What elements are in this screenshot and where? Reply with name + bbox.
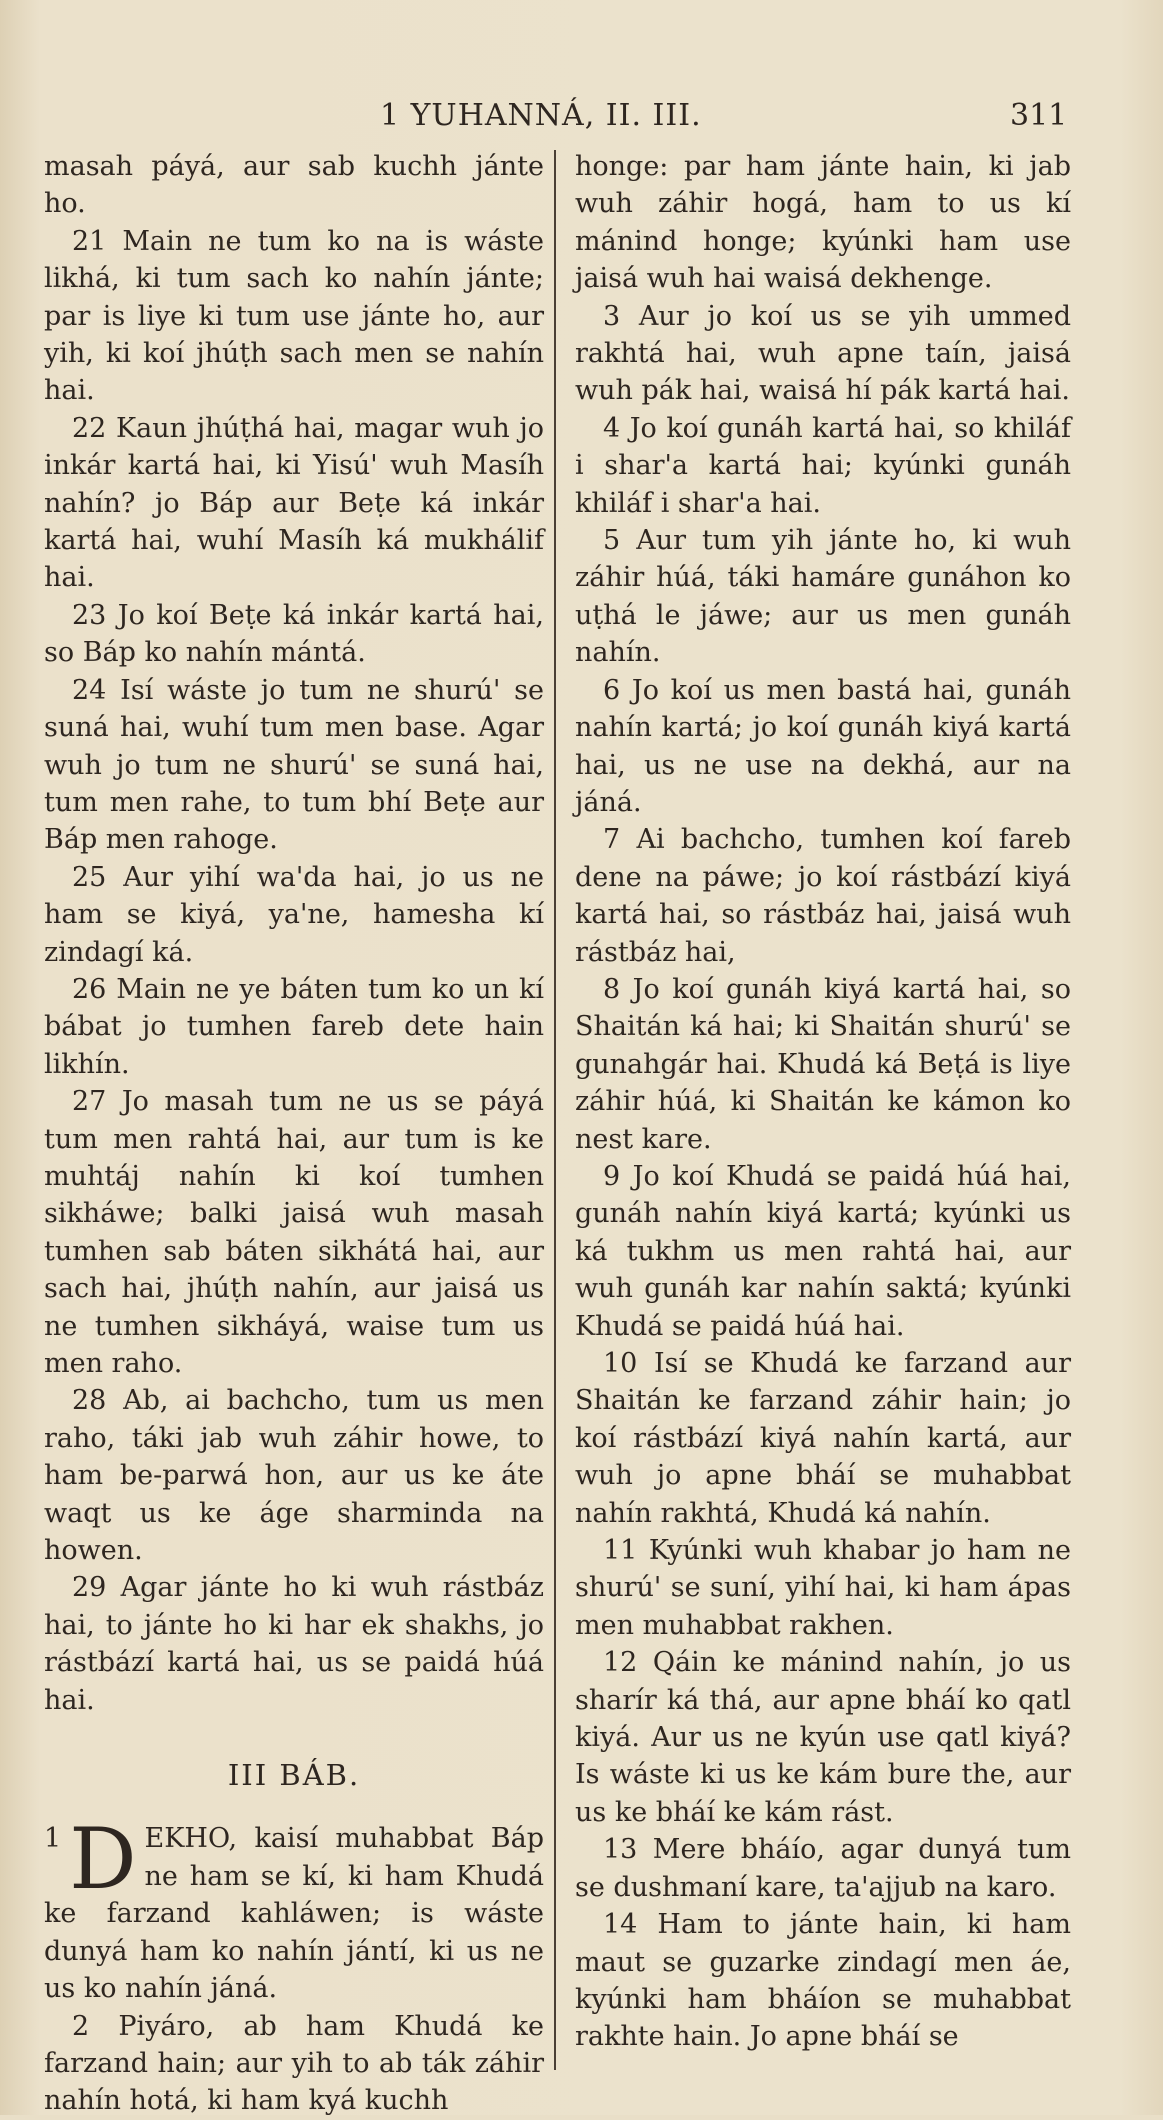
verse-paragraph: 27 Jo masah tum ne us se páyá tum men rahtá hai, aur tum is ke muhtáj nahín ki koí tumhen sikháwe; balki jaisá wuh masah tumhen sab báten sikhátá hai, aur sach hai, jhúṭh nahín, aur jaisá us ne tumhen sikháyá, waise tum us men raho. [44,1086,544,1379]
verse-paragraph: honge: par ham jánte hain, ki jab wuh záhir hogá, ham to us kí mánind honge; kyúnki ham use jaisá wuh hai waisá dekhenge. [575,151,1071,295]
verse-paragraph: 8 Jo koí gunáh kiyá kartá hai, so Shaitán ká hai; ki Shaitán shurú' se gunahgár hai. Khudá ká Beṭá is liye záhir húá, ki Shaitán ke kámon ko nest kare. [575,973,1071,1155]
chapter-heading: III BÁB. [227,1758,361,1793]
verse-paragraph: 5 Aur tum yih jánte ho, ki wuh záhir húá, táki hamáre gunáhon ko uṭhá le jáwe; aur us men gunáh nahín. [575,525,1071,669]
verse-paragraph: 23 Jo koí Beṭe ká inkár kartá hai, so Báp ko nahín mántá. [44,599,544,669]
page-title: 1 YUHANNÁ, II. III. [380,98,702,133]
verse-paragraph: 26 Main ne ye báten tum ko un kí bábat jo tumhen fareb dete hain likhín. [44,973,544,1080]
left-column [44,148,544,2120]
verse-paragraph: 24 Isí wáste jo tum ne shurú' se suná hai, wuhí tum men base. Agar wuh jo tum ne shurú' se suná hai, tum men rahe, to tum bhí Beṭe aur Báp men rahoge. [44,674,544,856]
verse-paragraph: 12 Qáin ke mánind nahín, jo us sharír ká thá, aur apne bháí ko qatl kiyá. Aur us ne kyún use qatl kiyá? Is wáste ki us ke kám bure the, aur us ke bháí ke kám rást. [575,1647,1071,1828]
verse-paragraph: 11 Kyúnki wuh khabar jo ham ne shurú' se suní, yihí hai, ki ham ápas men muhabbat rakhen. [575,1535,1071,1641]
verse-paragraph: masah páyá, aur sab kuchh jánte ho. [44,151,544,220]
verse-paragraph: 9 Jo koí Khudá se paidá húá hai, gunáh nahín kiyá kartá; kyúnki us ká tukhm us men rahtá hai, aur wuh gunáh kar nahín saktá; kyúnki Khudá se paidá húá hai. [575,1160,1071,1342]
verse-paragraph: 6 Jo koí us men bastá hai, gunáh nahín kartá; jo koí gunáh kiyá kartá hai, us ne use na dekhá, aur na jáná. [575,674,1071,818]
verse-paragraph: 29 Agar jánte ho ki wuh rástbáz hai, to jánte ho ki har ek shakhs, jo rástbází kartá hai, us se paidá húá hai. [44,1572,544,1716]
verse-paragraph: 10 Isí se Khudá ke farzand aur Shaitán ke farzand záhir hain; jo koí rástbází kiyá nahín kartá, aur wuh jo apne bháí se muhabbat nahín rakhtá, Khudá ká nahín. [575,1348,1071,1529]
drop-cap: D [69,1810,137,1909]
verse-paragraph: 13 Mere bháío, agar dunyá tum se dushmaní kare, ta'ajjub na karo. [575,1834,1071,1903]
verse-paragraph: 22 Kaun jhúṭhá hai, magar wuh jo inkár kartá hai, ki Yisú' wuh Masíh nahín? jo Báp aur Beṭe ká inkár kartá hai, wuhí Masíh ká mukhálif hai. [44,412,544,594]
running-head [0,98,1163,140]
column-divider [554,150,556,2070]
verse-paragraph: 25 Aur yihí wa'da hai, jo us ne ham se kiyá, ya'ne, hamesha kí zindagí ká. [44,861,544,968]
verse-paragraph: 28 Ab, ai bachcho, tum us men raho, táki jab wuh záhir howe, to ham be-parwá hon, aur us ke áte waqt us ke áge sharminda na howen. [44,1385,544,1567]
right-column [575,148,1071,2056]
verse-paragraph: 14 Ham to jánte hain, ki ham maut se guzarke zindagí men áe, kyúnki ham bháíon se muhabbat rakhte hain. Jo apne bháí se [575,1909,1071,2053]
verse-number: 1 [44,1823,62,1855]
chapter-first-text: EKHO, kaisí muhabbat Báp ne ham se kí, ki ham Khudá ke farzand kahláwen; is wáste dunyá ham ko nahín jántí, ki us ne us ko nahín jáná. [44,1823,544,2005]
verse-paragraph: 3 Aur jo koí us se yih ummed rakhtá hai, wuh apne taín, jaisá wuh pák hai, waisá hí pák kartá hai. [575,300,1071,407]
page-number: 311 [1010,98,1068,133]
chapter-first-verse [44,1810,544,2007]
verse-paragraph: 21 Main ne tum ko na is wáste likhá, ki tum sach ko nahín jánte; par is liye ki tum use jánte ho, aur yih, ki koí jhúṭh sach men se nahín hai. [44,225,544,407]
verse-paragraph: 2 Piyáro, ab ham Khudá ke farzand hain; aur yih to ab ták záhir nahín hotá, ki ham kyá kuchh [44,2010,544,2117]
verse-paragraph: 4 Jo koí gunáh kartá hai, so khiláf i shar'a kartá hai; kyúnki gunáh khiláf i shar'a hai. [575,412,1071,519]
verse-paragraph: 7 Ai bachcho, tumhen koí fareb dene na páwe; jo koí rástbází kiyá kartá hai, so rástbáz hai, jaisá wuh rástbáz hai, [575,824,1071,968]
